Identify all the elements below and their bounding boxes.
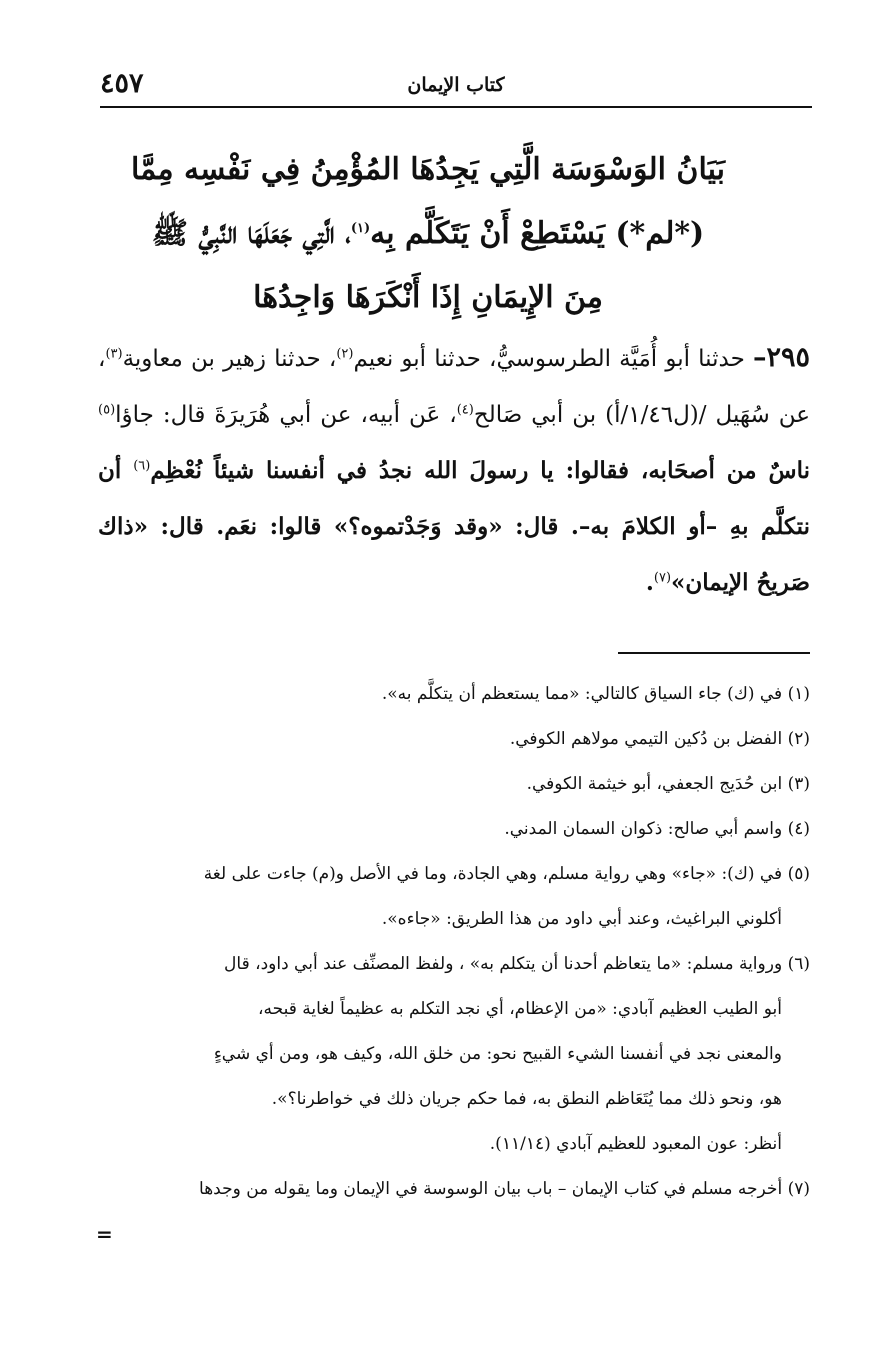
header-rule — [100, 106, 812, 108]
footnote-5-label: (٥) — [787, 864, 810, 884]
footnote-3-text: ابن حُدَيج الجعفي، أبو خيثمة الكوفي. — [526, 774, 783, 794]
footnote-4-text: واسم أبي صالح: ذكوان السمان المدني. — [504, 819, 783, 839]
footnote-7-text: أخرجه مسلم في كتاب الإيمان – باب بيان الوسوسة في الإيمان وما يقوله من وجدها — [199, 1179, 783, 1199]
footnotes — [98, 672, 810, 1212]
footnote-ref-1[interactable]: (١) — [350, 221, 371, 236]
footnote-6-continuation-2: والمعنى نجد في أنفسنا الشيء القبيح نحو: من خلق الله، وكيف هو، ومن أي شيءٍ — [213, 1044, 782, 1064]
chapter-heading-line-3: مِنَ الإِيمَانِ إِذَا أَنْكَرَهَا وَاجِدُهَا — [253, 280, 603, 315]
footnote-6-continuation-3: هو، ونحو ذلك مما يُتَعَاظم النطق به، فما حكم جريان ذلك في خواطرنا؟». — [271, 1089, 782, 1109]
hadith-chain-part-1: حدثنا أبو أُمَيَّة الطرسوسيُّ، حدثنا أبو نعيم — [353, 346, 753, 372]
footnote-ref-3[interactable]: (٣) — [105, 346, 123, 362]
footnote-5-text: في (ك): «جاء» وهي رواية مسلم، وهي الجادة، وما في الأصل و(م) جاءت على لغة — [203, 864, 783, 884]
hadith-chain-part-4: ، عَن أبيه، عن أبي هُرَيرَةَ قال: جاؤا — [115, 402, 457, 428]
chapter-heading — [96, 138, 760, 330]
hadith-matn-part-2: أن نتكلَّم بهِ –أو الكلامَ به–. قال: «وقد وَجَدْتموه؟» قالوا: نعَم. قال: «ذاك صَريحُ الإيمان» — [98, 457, 810, 596]
footnote-6-continuation-1: أبو الطيب العظيم آبادي: «من الإعظام، أي نجد التكلم به عظيماً لغاية قبحه، — [258, 999, 782, 1019]
footnote-6-label: (٦) — [787, 954, 810, 974]
footnote-7-label: (٧) — [787, 1179, 810, 1199]
footnote-2-text: الفضل بن دُكين التيمي مولاهم الكوفي. — [509, 729, 783, 749]
footnote-1 — [98, 672, 810, 717]
chapter-heading-line-2-part-a: (*لم*) يَسْتَطِعْ أَنْ يَتَكَلَّم بِه — [370, 216, 705, 251]
chapter-heading-line-1: بَيَانُ الوَسْوَسَة الَّتِي يَجِدُهَا المُؤْمِنُ فِي نَفْسِه مِمَّا — [131, 152, 725, 187]
footnote-3 — [98, 762, 810, 807]
footnote-ref-7[interactable]: (٧) — [653, 570, 672, 586]
footnote-5 — [98, 852, 810, 897]
hadith-end-mark: . — [645, 569, 654, 596]
continuation-mark: = — [96, 1222, 113, 1246]
footnote-6-text: ورواية مسلم: «ما يتعاظم أحدنا أن يتكلم به» ، ولفظ المصنِّف عند أبي داود، قال — [224, 954, 783, 974]
footnote-2 — [98, 717, 810, 762]
running-title: كتاب الإيمان — [407, 74, 505, 96]
hadith-matn-part-1: ناسٌ من أصحَابه، فقالوا: يا رسولَ الله نجدُ في أنفسنا شيئاً نُعْظِم — [150, 457, 810, 484]
footnote-4 — [98, 807, 810, 852]
footnote-3-label: (٣) — [787, 774, 810, 794]
footnote-4-label: (٤) — [787, 819, 810, 839]
footnote-1-label: (١) — [787, 684, 810, 704]
chapter-heading-line-2-part-b: ، الَّتِي جَعَلَهَا النَّبِيُّ ﷺ — [151, 216, 351, 251]
footnote-ref-4[interactable]: (٤) — [456, 402, 474, 418]
hadith-text — [98, 330, 810, 611]
chapter-heading-line-2 — [96, 202, 760, 266]
hadith-chain-part-3: ، عن سُهَيل /(ل١/٤٦/أ) بن أبي صَالح — [98, 346, 810, 428]
footnote-separator — [618, 652, 810, 654]
footnote-ref-5[interactable]: (٥) — [98, 402, 116, 418]
footnote-6-reference: أنظر: عون المعبود للعظيم آبادي (١١/١٤). — [489, 1134, 782, 1154]
hadith-chain-part-2: ، حدثنا زهير بن معاوية — [122, 346, 337, 372]
page-number: ٤٥٧ — [100, 68, 144, 99]
footnote-ref-2[interactable]: (٢) — [336, 346, 354, 362]
footnote-1-text: في (ك) جاء السياق كالتالي: «مما يستعظم أن يتكلَّم به». — [381, 684, 783, 704]
running-header — [100, 62, 812, 108]
hadith-number: ٢٩٥– — [752, 342, 810, 373]
footnote-2-label: (٢) — [787, 729, 810, 749]
footnote-7 — [98, 1167, 810, 1212]
footnote-6 — [98, 942, 810, 987]
footnote-ref-6[interactable]: (٦) — [133, 458, 151, 474]
footnote-5-continuation: أكلوني البراغيث، وعند أبي داود من هذا الطريق: «جاءه». — [381, 909, 782, 929]
